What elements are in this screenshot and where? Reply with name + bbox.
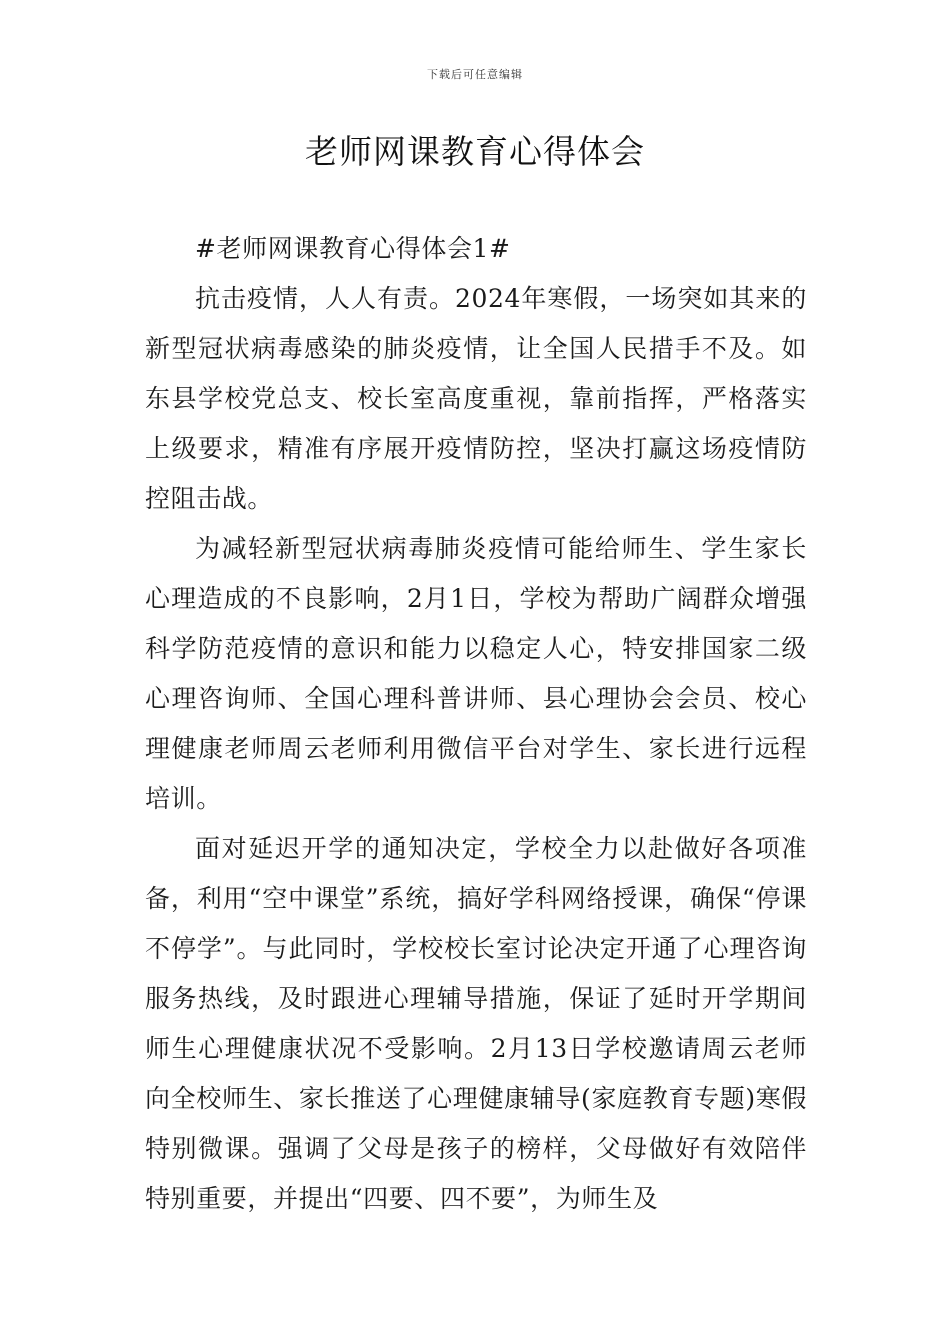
- document-body: [145, 224, 807, 1224]
- paragraph-1: 抗击疫情，人人有责。2024年寒假，一场突如其来的新型冠状病毒感染的肺炎疫情，让全国人民措手不及。如东县学校党总支、校长室高度重视，靠前指挥，严格落实上级要求，精准有序展开疫情防控，坚决打赢这场疫情防控阻击战。: [145, 284, 807, 513]
- document-title: 老师网课教育心得体会: [305, 132, 645, 171]
- header-note: 下载后可任意编辑: [427, 68, 523, 81]
- paragraph-2: 为减轻新型冠状病毒肺炎疫情可能给师生、学生家长心理造成的不良影响，2月1日，学校为帮助广阔群众增强科学防范疫情的意识和能力以稳定人心，特安排国家二级心理咨询师、全国心理科普讲师、县心理协会会员、校心理健康老师周云老师利用微信平台对学生、家长进行远程培训。: [145, 534, 807, 813]
- section-heading: #老师网课教育心得体会1#: [195, 234, 511, 263]
- paragraph-3: 面对延迟开学的通知决定，学校全力以赴做好各项准备，利用“空中课堂”系统，搞好学科网络授课，确保“停课不停学”。与此同时，学校校长室讨论决定开通了心理咨询服务热线，及时跟进心理辅导措施，保证了延时开学期间师生心理健康状况不受影响。2月13日学校邀请周云老师向全校师生、家长推送了心理健康辅导(家庭教育专题)寒假特别微课。强调了父母是孩子的榜样，父母做好有效陪伴特别重要，并提出“四要、四不要”，为师生及: [145, 834, 807, 1213]
